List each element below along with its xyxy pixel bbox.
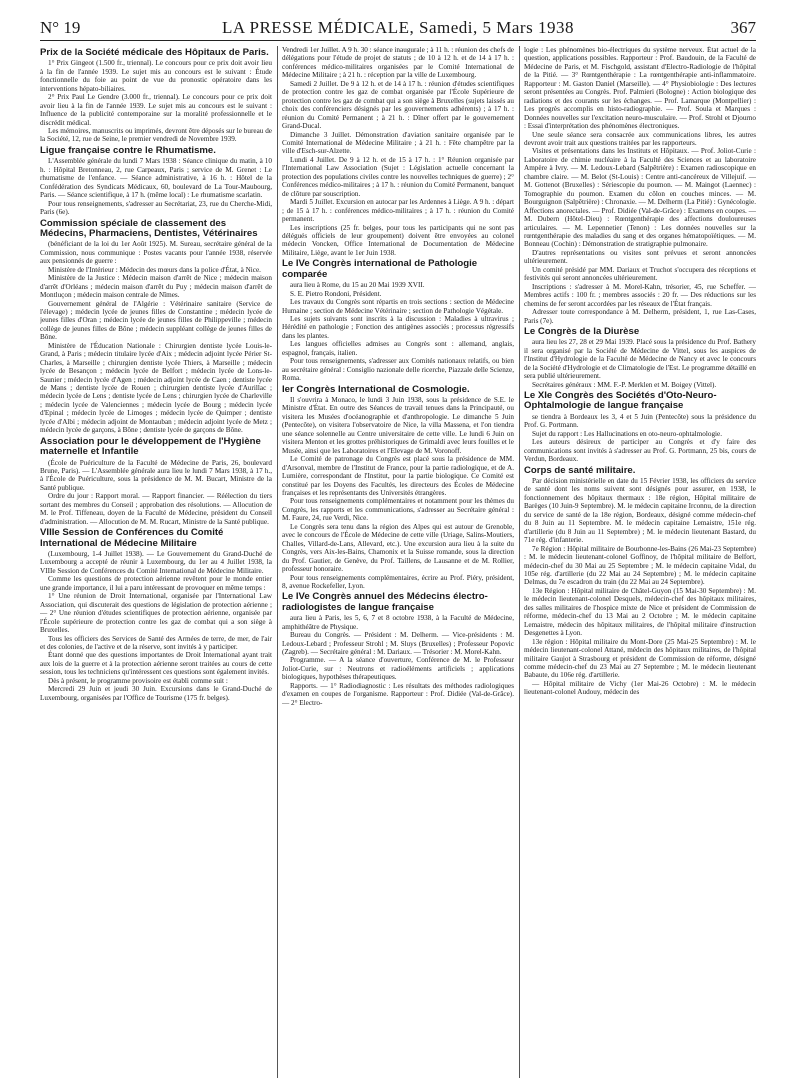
section-heading: Corps de santé militaire. [524, 464, 636, 476]
paragraph: Les langues officielles admises au Congrès sont : allemand, anglais, espagnol, français, italien. [282, 340, 514, 357]
journal-title: LA PRESSE MÉDICALE, Samedi, 5 Mars 1938 [222, 18, 574, 37]
paragraph: Ministère de l'Éducation Nationale : Chirurgien dentiste lycée Louis-le-Grand, à Paris ; médecin titulaire lycée d'Aix ; médecin adjoint lycée Périer St-Charles, à Marseille ; chirurgien dentiste lycée Thiers, à Marseille ; médecin lycée de Besançon ; médecin lycée de Belfort ; médecin lycée de Lons-le-Saunier ; médecin lycée d'Agen ; médecin adjoint lycée de Caen ; dentiste lycée de Mans ; dentiste lycée de Rouen ; chirurgien dentiste lycée d'Aurillac ; médecin lycée de Lens ; dentiste lycée de Lens ; chirurgien lycée de Charleville ; médecin lycée de Valenciennes ; médecin lycée de Bourg ; médecin lycée d'Epinal ; médecin lycée de Limoges ; médecin lycée de Quimper ; dentiste lycée d'Albi ; médecin adjoint de Montauban ; médecin adjoint lycée de Metz ; médecin lycée de garçons, à Bône ; dentiste lycée de garçons de Bône. [40, 341, 272, 435]
column-divider [519, 46, 520, 1078]
paragraph: Par décision ministérielle en date du 15 Février 1938, les officiers du service de santé dont les noms suivent sont désignés pour assurer, en 1938, le fonctionnement des hôpitaux thermaux : 18e région, Hôpital militaire de Barèges (10 Juin-9 Septembre). M. le médecin capitaine Irconnu, de la direction du service de santé de la 18e région, Bordeaux, désigné comme médecin-chef du 8 Juin au 11 Septembre. M. le médecin capitaine Lemaistre, 151e rég. d'artillerie (du 8 Juin au 11 Septembre) ; M. le médecin lieutenant Bastard, du 71e rég. d'infanterie. [524, 477, 756, 545]
paragraph: Ordre du jour : Rapport moral. — Rapport financier. — Réélection du tiers sortant des membres du Conseil ; approbation des résolutions. — Allocution de M. le Prof. Tiffeneau, doyen de la Faculté de Médecine, président du Conseil d'administration. — Allocution de M. M. Rucart, Ministre de la Santé publique. [40, 492, 272, 526]
paragraph: Il s'ouvrira à Monaco, le lundi 3 Juin 1938, sous la présidence de S.E. le Ministre d'État. En outre des Séances de travail tenues dans la Principauté, ou visitera les Musées d'océanographie et d'anthropologie. Le dimanche 5 Juin (Pentecôte), on visitera l'observatoire de Nice, la villa Massena, et l'on tiendra une séance solennelle au Centre universitaire de cette ville. Le lundi 6 Juin on visitera Menton et les grottes préhistoriques de Grimaldi avec leurs fouilles et le Musée, ainsi que les Laboratoires et l'Elevage de M. Voronoff. [282, 395, 514, 455]
paragraph: Dès à présent, le programme provisoire est établi comme suit : [48, 676, 228, 685]
paragraph: aura lieu à Paris, les 5, 6, 7 et 8 octobre 1938, à la Faculté de Médecine, amphithéâtre de Physique. [282, 614, 514, 631]
column-left [40, 46, 272, 1078]
paragraph: Les mémoires, manuscrits ou imprimés, devront être déposés sur le bureau de la Société, 12, rue de Seine, le premier vendredi de Novembre 1939. [40, 127, 272, 144]
section-heading: Le IVe Congrès international de Pathologie comparée [282, 258, 478, 280]
column-divider [277, 46, 278, 1078]
paragraph: L'Assemblée générale du lundi 7 Mars 1938 : Séance clinique du matin, à 10 h. : Hôpital Bretonneau, 2, rue Carpeaux, Paris ; service de M. Grenet : Le rhumatisme de l'enfance. — Séance administrative, à 16 h. : Hôtel de la Confédération des Syndicats Médicaux, 60, boulevard de La Tour-Maubourg, Paris. — Séance scientifique, à 17 h. (même local) : Le rhumatisme scarlatin. [40, 157, 272, 200]
section-heading: Prix de la Société médicale des Hôpitaux de Paris. [40, 47, 269, 58]
paragraph: Pour tous renseignements complémentaires et notamment pour les thèmes du Congrès, les rapports et les communications, s'adresser au Secrétaire général : M. Faure, 24, rue Verdi, Nice. [282, 497, 514, 523]
paragraph: Étant donné que des questions importantes de Droit International ayant trait aux lois de la guerre et à la protection aérienne seront traitées au cours de cette session, tous les techniciens qu'intéressent ces questions sont également invités. [40, 651, 272, 677]
paragraph: aura lieu à Rome, du 15 au 20 Mai 1939 XVII. [290, 281, 425, 290]
section-heading: Le XIe Congrès des Sociétés d'Oto-Neuro-Ophtalmologie de langue française [524, 390, 717, 412]
paragraph: Dimanche 3 Juillet. Démonstration d'aviation sanitaire organisée par le Comité International de Médecine Militaire ; à 21 h. : Fête champêtre par la ville d'Esch-sur-Alzette. [282, 130, 514, 156]
paragraph: (Luxembourg, 1-4 Juillet 1938). — Le Gouvernement du Grand-Duché de Luxembourg a accepté de réunir à Luxembourg, du 1er au 4 Juillet 1938, la VIIIe Session de Conférences du Comité International de Médecine Militaire. [40, 550, 272, 575]
article-columns [40, 46, 756, 1078]
page-number: 367 [730, 18, 756, 37]
paragraph: aura lieu les 27, 28 et 29 Mai 1939. Placé sous la présidence du Prof. Bathery il sera organisé par la Société de Médecine de Vittel, sous les auspices de l'Institut d'Hydrologie de la Faculté de Médecine de Nancy et avec le concours de la Société d'Hydrologie et de Climatologie de l'Est. Le programme détaillé en sera publié ultérieurement. [524, 338, 756, 381]
paragraph: Rapports. — 1° Radiodiagnostic : Les résultats des méthodes radiologiques d'examen en coupes de l'organisme. Rapporteur : Prof. Didiée (Val-de-Grâce). — 2° Electro- [282, 681, 514, 707]
paragraph: Le Congrès sera tenu dans la région des Alpes qui est autour de Grenoble, avec le concours de l'École de Médecine de cette ville (Uriage, Salins-Moutiers, Challes, Villard-de-Lans, Allevard, etc.). Une excursion aura lieu à la suite du Congrès, vers Aix-les-Bains, Chamonix et la Suisse romande, sous la direction du Prof. Gautier, de Genève, du Prof. Taillens, de Lausanne et de M. Rollier, professeur honoraire. [282, 522, 514, 574]
section-heading: Association pour le développement de l'Hygiène maternelle et Infantile [40, 435, 261, 458]
paragraph: Mardi 5 Juillet. Excursion en autocar par les Ardennes à Liège. A 9 h. : départ ; de 15 à 17 h. : conférences médico-militaires ; à 17 h. : réunion du Comité permanent. [282, 198, 514, 224]
paragraph: Les auteurs désireux de participer au Congrès et d'y faire des communications sont invités à s'adresser au Prof. G. Portmann, 25 bis, cours de Verdun, Bordeaux. [524, 438, 756, 464]
paragraph: Ministère de la Justice : Médecin maison d'arrêt de Nice ; médecin maison d'arrêt d'Orléans ; médecin maison d'arrêt du Puy ; médecin maison d'arrêt de Montluçon ; médecin maison centrale de Nîmes. [40, 274, 272, 300]
issue-number: N° 19 [40, 18, 81, 37]
section-heading: Ligue française contre le Rhumatisme. [40, 144, 216, 156]
paragraph: Vendredi 1er Juillet. A 9 h. 30 : séance inaugurale ; à 11 h. : réunion des chefs de délégations pour l'étude de projet de statuts ; de 10 à 12 h. et de 14 à 17 h. : conférences médico-militaires organisées par le Comité International de Médecine Militaire ; à 21 h. : réception par la ville de Luxembourg. [282, 46, 514, 80]
paragraph: (bénéficiant de la loi du 1er Août 1925). M. Sureau, secrétaire général de la Commission, nous communique : Postes vacants pour l'année 1938, réservée aux pensionnés de guerre : [40, 240, 272, 266]
section-heading: Le Congrès de la Diurèse [524, 325, 640, 337]
section-heading: Le IVe Congrès annuel des Médecins électro-radiologistes de langue française [282, 591, 488, 613]
paragraph: Tous les officiers des Services de Santé des Armées de terre, de mer, de l'air et des colonies, de l'active et de la réserve, sont invités à y participer. [40, 634, 272, 651]
paragraph: Le Comité de patronage du Congrès est placé sous la présidence de MM. d'Arsonval, membre de l'Institut de France, pour la partie radiologique, et de A. Lumière, correspondant de l'Institut, pour la partie biologique. Ce Comité est constitué par les Doyens des Facultés, les directeurs des Écoles de Médecine françaises et les représentants des Universités étrangères. [282, 455, 514, 497]
paragraph: 13e région : Hôpital militaire du Mont-Dore (25 Mai-25 Septembre) : M. le médecin lieutenant-colonel Attané, médecin des hôpitaux militaires, de l'hôpital militaire Gaujot à Strasbourg et président de Commission de réforme, désigné comme médecin-chef du 23 Mai au 27 Septembre ; M. le médecin lieutenant Babaute, du 106e rég. d'artillerie. [524, 637, 756, 680]
paragraph: Sujet du rapport : Les Hallucinations en oto-neuro-ophtalmologie. [532, 429, 723, 438]
paragraph: Pour tous renseignements complémentaires, écrire au Prof. Piéry, président, 8, avenue Rockefeller, Lyon. [282, 573, 514, 590]
paragraph: 1° Prix Gingeot (1.500 fr., triennal). Le concours pour ce prix doit avoir lieu à la fin de l'année 1939. Le sujet mis au concours est le suivant : Étude fonctionnelle du foie au point de vue du pronostic opératoire dans les interventions hépato-biliaires. [40, 59, 272, 93]
paragraph: Adresser toute correspondance à M. Delherm, président, 1, rue Las-Cases, Paris (7e). [524, 308, 756, 325]
paragraph: Ministère de l'Intérieur : Médecin des mœurs dans la police d'État, à Nice. [48, 265, 261, 274]
paragraph: Les travaux du Congrès sont répartis en trois sections : section de Médecine Humaine ; section de Médecine Vétérinaire ; section de Pathologie Végétale. [282, 298, 514, 315]
paragraph: Mercredi 29 Juin et jeudi 30 Juin. Excursions dans le Grand-Duché de Luxembourg, organisées par l'Office de Tourisme (175 fr. belges). [40, 685, 272, 702]
paragraph: Pour tous renseignements, s'adresser au Secrétariat, 23, rue du Cherche-Midi, Paris (6e). [40, 199, 272, 217]
paragraph: Un comité présidé par MM. Dariaux et Truchot s'occupera des réceptions et festivités qui seront annoncées ultérieurement. [524, 265, 756, 283]
column-middle [282, 46, 514, 1078]
paragraph: Samedi 2 Juillet. De 9 à 12 h. et de 14 à 17 h. : réunion d'études scientifiques de protection contre les gaz de combat organisée par l'École Supérieure de protection contre les gaz de combat qui a son siège à Bruxelles (sujets laissés au choix des conférenciers désignés par les gouvernements adhérents) ; à 17 h. : réunion du Comité Permanent ; à 21 h. : Dîner offert par le gouvernement Grand-Ducal. [282, 79, 514, 131]
paragraph: Les inscriptions (25 fr. belges, pour tous les participants qui ne sont pas délégués officiels de leur groupement) doivent être envoyées au colonel médecin Voncken, Office International de Documentation de Médecine Militaire, Liège, avant le 1er Juin 1938. [282, 223, 514, 257]
paragraph: 1° Une réunion de Droit International, organisée par l'International Law Association, qui discuterait des questions de législation de protection aérienne ; — 2° Une réunion d'études scientifiques de protection aérienne, organisée par l'École supérieure de protection contre les gaz de combat qui a son siège à Bruxelles. [40, 592, 272, 635]
paragraph: se tiendra à Bordeaux les 3, 4 et 5 Juin (Pentecôte) sous la présidence du Prof. G. Portmann. [524, 412, 756, 430]
paragraph: 13e Région : Hôpital militaire de Châtel-Guyon (15 Mai-30 Septembre) : M. le médecin lieutenant-colonel Desquels, médecin-chef des hôpitaux militaires, des salles militaires de l'hospice mixte de Nice et président de Commission de réforme, médecin-chef du 13 Mai au 2 Octobre ; M. le médecin capitaine Lemaistre, médecin des hôpitaux militaires, de l'hôpital militaire d'instruction Desgenettes à Lyon. [524, 586, 756, 638]
paragraph: Les sujets suivants sont inscrits à la discussion : Maladies à ultravirus ; Hérédité en pathologie ; Fonction des antigènes associés ; processus régressifs dans les plantes. [282, 314, 514, 340]
paragraph: Visites et présentations dans les Instituts et Hôpitaux. — Prof. Joliot-Curie : Laboratoire de chimie nucléaire à la Faculté des Sciences et au laboratoire Ampère à Ivry. — M. Ledoux-Lebard (Salpêtrière) : Examen radioscopique en chambre claire. — M. Belot (St-Louis) : Centre anti-cancéreux de Villejuif. — M. Gottenot (Bruxelles) : Sériescopie du poumon. — M. Maingot (Laennec) : Tomographie du poumon. Examen du côlon en couches minces. — M. Bourguignon (Salpêtrière) : Chronaxie. — M. Delherm (La Pitié) : Gynécologie. Affections anorectales. — Prof. Didiée (Val-de-Grâce) : Examens en coupes. — M. Dubern (Hôtel-Dieu) : Rœntgenthérapie des affections douloureuses articulaires. — M. Lepennetier (Tenon) : Les données nouvelles sur la rœntgenthérapie des maladies du sang et des organes hématopoïétiques. — M. Bonneau (Cochin) : Démonstration de stratigraphie pulmonaire. [524, 147, 756, 249]
paragraph: 7e Région : Hôpital militaire de Bourbonne-les-Bains (26 Mai-23 Septembre) : M. le médecin lieutenant-colonel Goffinoy, de l'hôpital militaire de Belfort, médecin-chef du 30 Mai au 25 Septembre ; M. le médecin capitaine Vidal, du 105e rég. d'artillerie (du 22 Mai au 24 Septembre) ; M. le médecin capitaine Delmas, du 7e escadron du train (du 22 Mai au 24 Septembre). [524, 544, 756, 587]
paragraph: Lundi 4 Juillet. De 9 à 12 h. et de 15 à 17 h. : 1° Réunion organisée par l'International Law Association (Sujet : Législation actuelle concernant la protection des populations civiles contre les nouvelles techniques de guerre) ; 2° Conférences médico-militaires ; à 17 h. : réunion du Comité Permanent, banquet de clôture par souscription. [282, 155, 514, 198]
paragraph: S. E. Pietro Rondoni, Président. [290, 289, 382, 298]
paragraph: Une seule séance sera consacrée aux communications libres, les autres devront avoir trait aux questions traitées par les rapporteurs. [524, 130, 756, 147]
paragraph: Inscriptions : s'adresser à M. Morel-Kahn, trésorier, 45, rue Scheffer. — Membres actifs : 100 fr. ; membres associés : 20 fr. — Des réductions sur les chemins de fer seront accordées par les réseaux de l'État français. [524, 282, 756, 308]
paragraph: — Hôpital militaire de Vichy (1er Mai-26 Octobre) : M. le médecin lieutenant-colonel Audouy, médecin des [524, 679, 756, 697]
section-heading: Commission spéciale de classement des Médecins, Pharmaciens, Dentistes, Vétérinaires [40, 217, 258, 239]
paragraph: Bureau du Congrès. — Président : M. Delherm. — Vice-présidents : M. Ledoux-Lebard ; Professeur Strohl ; M. Sluys (Bruxelles) ; Professeur Popovic (Zagreb). — Secrétaire général : M. Dariaux. — Trésorier : M. Morel-Kahn. [282, 631, 514, 657]
paragraph: Pour tous renseignements, s'adresser aux Comités nationaux relatifs, ou bien au secrétaire général : Consiglio nazionale delle ricerche, Piazzale delle Scienze, Roma. [282, 357, 514, 383]
paragraph: Programme. — A la séance d'ouverture, Conférence de M. le Professeur Joliot-Curie, sur : Neutrons et radioéléments artificiels ; applications biologiques, hypothèses thérapeutiques. [282, 656, 514, 682]
section-heading: VIIIe Session de Conférences du Comité International de Médecine Militaire [40, 527, 224, 549]
paragraph: D'autres représentations ou visites sont prévues et seront annoncées ultérieurement. [524, 248, 756, 266]
paragraph: Gouvernement général de l'Algérie : Vétérinaire sanitaire (Service de l'élevage) ; médecin lycée de jeunes filles de Constantine ; médecin lycée de jeunes filles d'Oran ; médecin lycée de jeunes filles de Philippeville ; médecin collège de jeunes filles de Bône ; médecin suppléant collège de jeunes filles de Bône. [40, 299, 272, 342]
paragraph: Secrétaires généraux : MM. F.-P. Merklen et M. Boigey (Vittel). [532, 380, 717, 389]
paragraph: 2° Prix Paul Le Gendre (3.000 fr., triennal). Le concours pour ce prix doit avoir lieu à la fin de l'année 1939. Le sujet mis au concours est le suivant : Influence de la publicité contemporaine sur la moralité professionnelle et le discrédit médical. [40, 93, 272, 127]
paragraph: Comme les questions de protection aérienne revêtent pour le monde entier une grande importance, il lui a paru intéressant de provoquer en même temps : [40, 575, 272, 592]
paragraph: logie : Les phénomènes bio-électriques du système nerveux. État actuel de la question, applications possibles. Rapporteur : Prof. Baudouin, de la Faculté de Médecine de Paris, et M. Fischgold, assistant d'Electro-Radiologie de l'hôpital de la Pitié. — 3° Rœntgenthérapie : La rœntgenthérapie anti-inflammatoire. Rapporteur : M. Gaston Daniel (Marseille). — 4° Physiobiologie : Des lectures seront présentées au Congrès. Prof. Palmieri (Bologne) : Action biologique des radiations et des courants sur les échanges. — Prof. Lamarque (Montpellier) : Les progrès accomplis en histo-radiographie. — Prof. Soula et Marques : Données nouvelles sur l'excitation neuro-musculaire. — Prof. Strohl et Djourno : Essai d'interprétation des phénomènes électroniques. [524, 46, 756, 131]
paragraph: (École de Puériculture de la Faculté de Médecine de Paris, 26, boulevard Brune, Paris). — L'Assemblée générale aura lieu le lundi 7 Mars 1938, à 17 h., à l'École de Puériculture, sous la présidence de M. M. Bucart, Ministre de la Santé publique. [40, 458, 272, 492]
column-right [524, 46, 756, 1078]
page-header [40, 18, 756, 41]
section-heading: Ier Congrès International de Cosmologie. [282, 383, 470, 395]
